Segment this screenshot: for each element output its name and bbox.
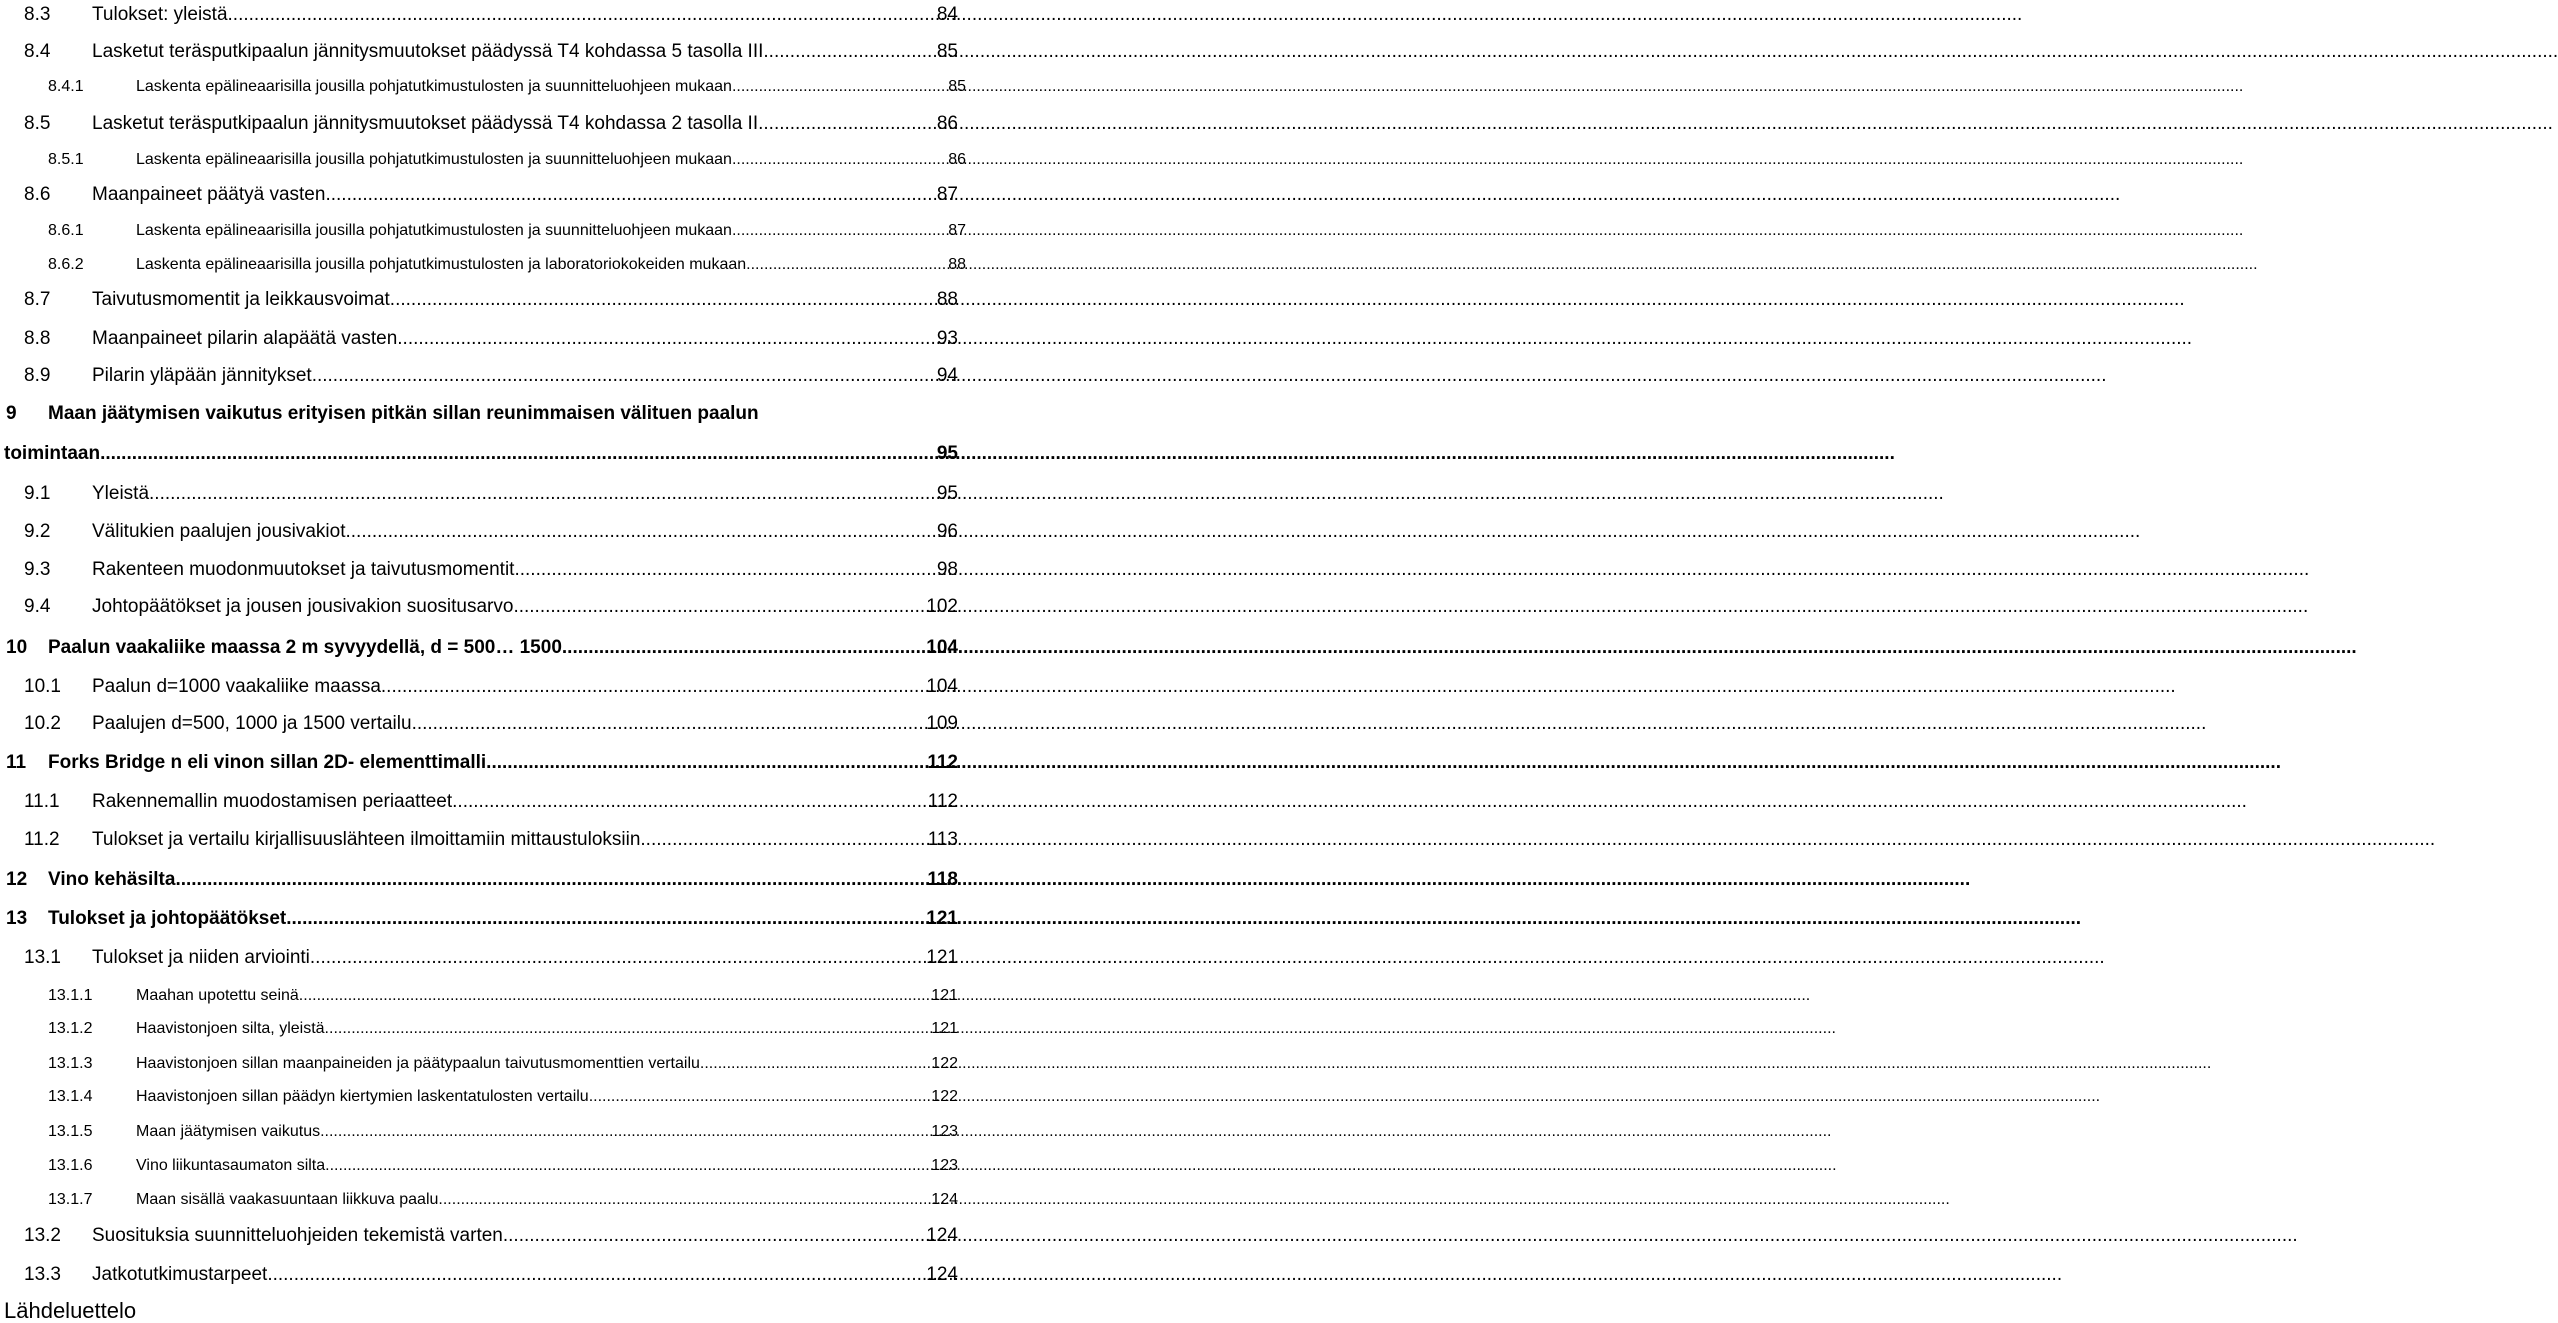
toc-entry-number: 9.1 [24,483,51,504]
toc-entry-title: Yleistä [92,483,150,504]
toc-entry-number: 13.1.7 [48,1191,93,1208]
toc-entry-number: 9.4 [24,596,51,617]
toc-leader-dots [562,638,926,657]
toc-leader-dots [310,948,926,967]
toc-entry-page: 113 [927,829,958,850]
toc-entry-chapter [6,753,958,772]
toc-entry-chapter [6,909,958,928]
toc-entry-number: 10 [6,637,28,658]
toc-entry-title: Vino kehäsilta [48,869,176,890]
toc-entry-title: Lasketut teräsputkipaalun jännitysmuutokset päädyssä T4 kohdassa 5 tasolla III [92,41,764,62]
toc-entry-title: Haavistonjoen sillan maanpaineiden ja päätypaalun taivutusmomenttien vertailu [136,1055,700,1072]
toc-entry-page: 88 [936,289,958,310]
toc-entry-page: 87 [936,184,958,205]
toc-entry-number: 13.3 [24,1264,61,1285]
toc-entry-title: Tulokset ja vertailu kirjallisuuslähteen ilmoittamiin mittaustuloksiin [92,829,641,850]
toc-entry-page: 93 [936,328,958,349]
toc-entry-chapter [6,404,958,423]
toc-entry [24,597,958,616]
toc-entry-number: 13.1.3 [48,1055,93,1072]
toc-entry [24,366,958,385]
toc-entry-title: Lasketut teräsputkipaalun jännitysmuutokset päädyssä T4 kohdassa 2 tasolla II [92,113,759,134]
toc-entry-title: Maanpaineet päätyä vasten [92,184,326,205]
toc-entry [48,257,966,273]
toc-entry-title: Paalun d=1000 vaakaliike maassa [92,676,381,697]
toc-leader-dots [390,290,937,309]
toc-entry [48,1158,958,1174]
toc-entry-page: 94 [936,365,958,386]
toc-entry-title: Maan jäätymisen vaikutus erityisen pitkän sillan reunimmaisen välituen paalun [48,403,759,424]
toc-entry-number: 8.3 [24,4,51,25]
toc-entry-title: Maan sisällä vaakasuuntaan liikkuva paalu [136,1191,439,1208]
toc-entry-page: 124 [926,1264,958,1285]
toc-entry-page: 86 [948,151,966,168]
toc-entry-title: Vino liikuntasaumaton silta [136,1157,326,1174]
toc-entry [24,830,958,849]
toc-entry [48,1056,958,1072]
toc-entry-number: 8.6 [24,184,51,205]
toc-leader-dots [397,329,937,348]
toc-entry-page: 122 [931,1055,958,1072]
toc-leader-dots [732,152,948,168]
toc-entry-page: 84 [936,4,958,25]
toc-entry-page: 121 [931,1020,958,1037]
toc-entry [24,560,958,579]
toc-entry-page: 112 [927,752,958,773]
toc-entry-number: 11 [6,752,27,773]
toc-leader-dots [732,79,948,95]
toc-leader-dots [700,1056,931,1072]
toc-entry-title: Taivutusmomentit ja leikkausvoimat [92,289,390,310]
table-of-contents [0,0,966,1323]
toc-entry-page: 86 [936,113,958,134]
toc-entry [24,714,958,733]
toc-entry-number: 13.1.1 [48,987,93,1004]
toc-leader-dots [746,257,948,273]
toc-entry [24,792,958,811]
toc-entry-number: 11.1 [24,791,60,812]
toc-entry-title: Maanpaineet pilarin alapäätä vasten [92,328,398,349]
toc-entry-page: 102 [926,596,958,617]
toc-entry-page: 109 [926,713,958,734]
toc-leader-dots [381,677,926,696]
bibliography-heading: Lähdeluettelo [4,1298,137,1323]
toc-entry-title: Paalun vaakaliike maassa 2 m syvyydellä, d = 500… 1500 [48,637,562,658]
toc-entry-number: 13.1.6 [48,1157,93,1174]
toc-entry-number: 13.2 [24,1225,61,1246]
toc-entry-number: 8.7 [24,289,51,310]
toc-entry-chapter [6,638,958,657]
toc-entry-title: Pilarin yläpään jännitykset [92,365,312,386]
toc-entry [24,948,958,967]
toc-leader-dots [267,1265,926,1284]
toc-leader-dots [514,560,936,579]
toc-entry-title: toimintaan [4,443,101,464]
toc-entry [48,988,958,1004]
toc-entry-title: Suosituksia suunnitteluohjeiden tekemistä varten [92,1225,503,1246]
toc-leader-dots [175,870,927,889]
toc-leader-dots [100,444,937,463]
toc-entry [48,223,966,239]
toc-entry [48,1124,958,1140]
toc-entry-page: 122 [931,1088,958,1105]
toc-entry-number: 10.2 [24,713,61,734]
toc-entry-number: 8.6.1 [48,222,84,239]
toc-entry-title: Haavistonjoen silta, yleistä [136,1020,325,1037]
toc-entry [48,152,966,168]
toc-entry-title: Laskenta epälineaarisilla jousilla pohjatutkimustulosten ja suunnitteluohjeen mukaan [136,222,732,239]
toc-entry-number: 13.1.2 [48,1020,93,1037]
toc-entry [24,1265,958,1284]
toc-entry [24,677,958,696]
toc-leader-dots [299,988,932,1004]
toc-entry [24,114,958,133]
toc-leader-dots [228,5,937,24]
toc-entry [24,522,958,541]
toc-leader-dots [513,597,926,616]
toc-entry-page: 121 [926,947,958,968]
toc-leader-dots [763,42,936,61]
toc-entry-page: 124 [931,1191,958,1208]
toc-entry-page: 98 [936,559,958,580]
toc-entry-page: 96 [936,521,958,542]
toc-leader-dots [312,366,937,385]
toc-entry [48,1192,958,1208]
toc-entry-title: Paalujen d=500, 1000 ja 1500 vertailu [92,713,412,734]
toc-entry-page: 123 [931,1123,958,1140]
toc-entry-page: 121 [931,987,958,1004]
toc-leader-dots [503,1226,926,1245]
toc-leader-dots [486,753,927,772]
toc-entry-title: Forks Bridge n eli vinon sillan 2D- elementtimalli [48,752,487,773]
toc-entry-page: 95 [936,483,958,504]
toc-entry-number: 13.1.4 [48,1088,93,1105]
toc-entry-page: 112 [927,791,958,812]
toc-entry-title: Laskenta epälineaarisilla jousilla pohjatutkimustulosten ja suunnitteluohjeen mukaan [136,78,732,95]
toc-entry [48,1089,958,1105]
toc-leader-dots [320,1124,931,1140]
toc-entry-number: 9.3 [24,559,51,580]
toc-leader-dots [325,1021,932,1037]
toc-entry-title: Rakenteen muodonmuutokset ja taivutusmomentit [92,559,515,580]
toc-entry-title: Rakennemallin muodostamisen periaatteet [92,791,453,812]
toc-entry-page: 85 [948,78,966,95]
toc-entry-page: 121 [926,908,958,929]
toc-leader-dots [149,484,937,503]
toc-entry-title: Tulokset: yleistä [92,4,228,25]
toc-entry [24,185,958,204]
toc-entry-number: 9.2 [24,521,51,542]
toc-entry-page: 124 [926,1225,958,1246]
toc-entry [24,5,958,24]
toc-entry-number: 8.5 [24,113,51,134]
toc-entry-chapter-continuation [4,444,958,463]
toc-entry-title: Välitukien paalujen jousivakiot [92,521,346,542]
toc-entry-page: 87 [948,222,966,239]
toc-leader-dots [452,792,928,811]
toc-entry-number: 13.1 [24,947,61,968]
toc-entry-number: 11.2 [24,829,60,850]
toc-entry [24,42,958,61]
toc-entry-number: 8.6.2 [48,256,84,273]
toc-entry [24,1226,958,1245]
toc-entry [48,79,966,95]
toc-entry-title: Johtopäätökset ja jousen jousivakion suositusarvo [92,596,514,617]
toc-entry-title: Maan jäätymisen vaikutus [136,1123,321,1140]
toc-entry-number: 9 [6,403,17,424]
toc-leader-dots [640,830,927,849]
toc-entry-title: Jatkotutkimustarpeet [92,1264,268,1285]
toc-leader-dots [589,1089,932,1105]
toc-entry-number: 10.1 [24,676,61,697]
toc-entry-number: 8.4 [24,41,51,62]
toc-leader-dots [325,185,936,204]
toc-entry-number: 8.9 [24,365,51,386]
toc-entry-number: 13 [6,908,28,929]
toc-entry-page: 95 [936,443,958,464]
toc-entry-page: 118 [927,869,958,890]
toc-entry-title: Maahan upotettu seinä [136,987,299,1004]
toc-entry [48,1021,958,1037]
toc-entry-number: 8.4.1 [48,78,84,95]
toc-entry-number: 12 [6,869,28,890]
toc-entry [24,484,958,503]
toc-entry-title: Laskenta epälineaarisilla jousilla pohjatutkimustulosten ja suunnitteluohjeen mukaan [136,151,732,168]
toc-entry-title: Haavistonjoen sillan päädyn kiertymien laskentatulosten vertailu [136,1088,589,1105]
toc-entry-number: 8.8 [24,328,51,349]
toc-leader-dots [758,114,937,133]
toc-entry-page: 104 [926,676,958,697]
toc-leader-dots [286,909,926,928]
toc-entry-title: Laskenta epälineaarisilla jousilla pohjatutkimustulosten ja laboratoriokokeiden mukaan [136,256,747,273]
toc-entry-chapter [6,870,958,889]
toc-entry-page: 85 [936,41,958,62]
toc-entry-number: 8.5.1 [48,151,84,168]
toc-entry-page: 104 [926,637,958,658]
toc-entry [24,290,958,309]
toc-entry [24,329,958,348]
toc-leader-dots [732,223,948,239]
toc-entry-page: 88 [948,256,966,273]
toc-entry-number: 13.1.5 [48,1123,93,1140]
toc-entry-title: Tulokset ja niiden arviointi [92,947,310,968]
toc-leader-dots [325,1158,931,1174]
toc-entry-page: 123 [931,1157,958,1174]
toc-leader-dots [438,1192,931,1208]
toc-leader-dots [346,522,937,541]
toc-entry-title: Tulokset ja johtopäätökset [48,908,287,929]
toc-leader-dots [412,714,927,733]
